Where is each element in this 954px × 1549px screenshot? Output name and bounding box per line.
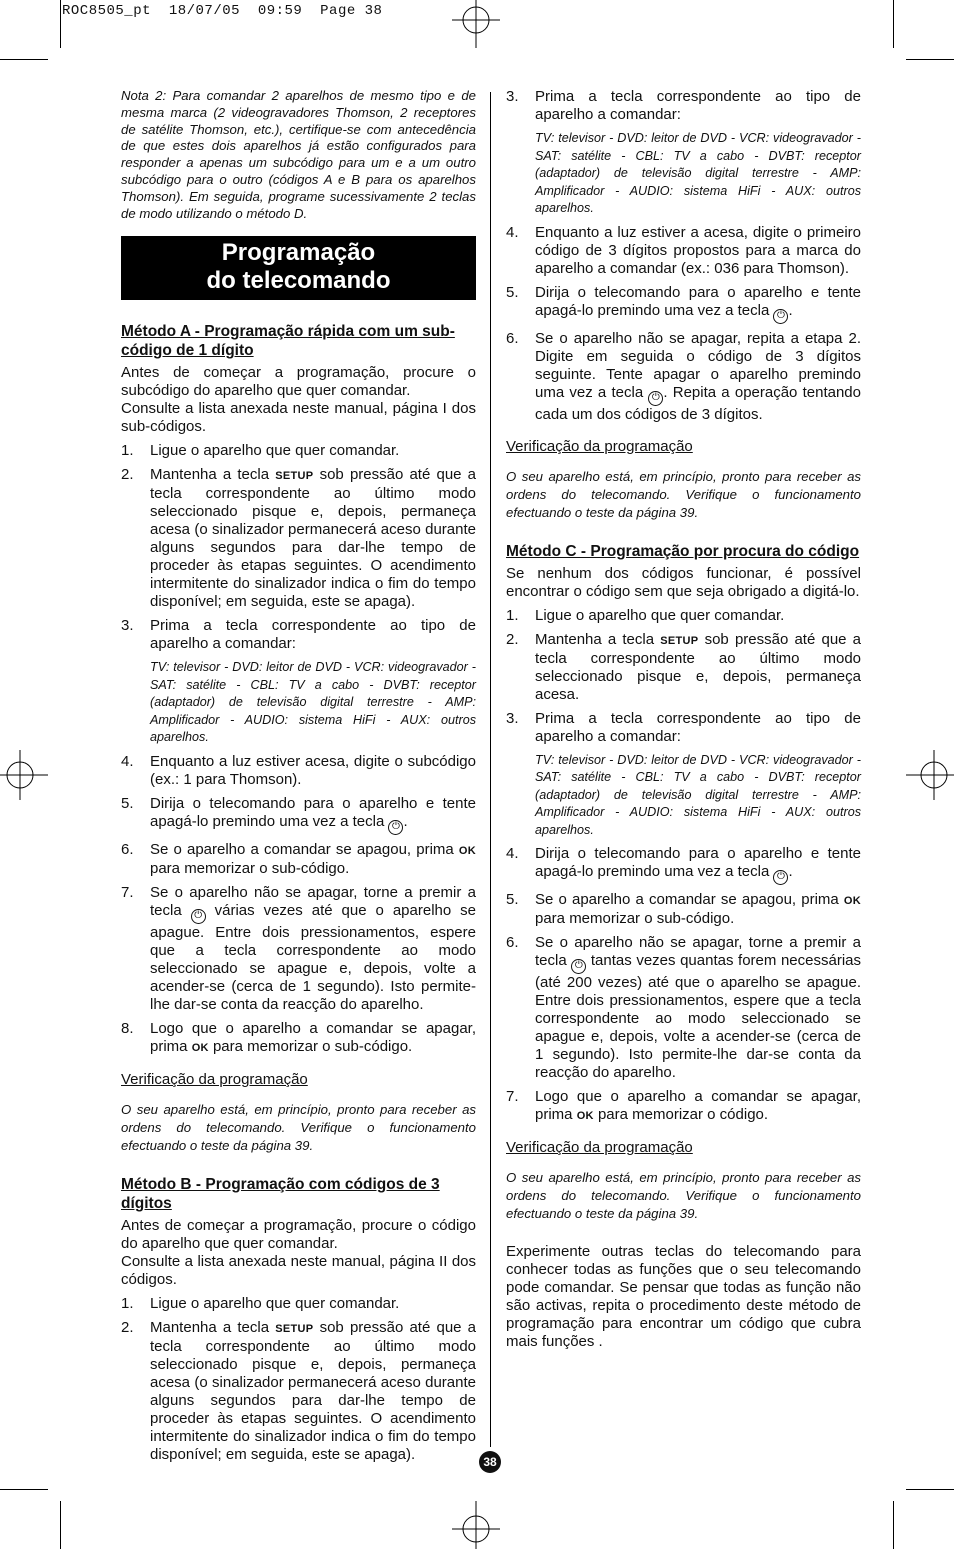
device-types-note: TV: televisor - DVD: leitor de DVD - VCR: videogravador - SAT: satélite - CBL: TV a cabo - DVBT: receptor (adaptador) de televisão digital terrestre - AMP: Amplificador - AUDIO: sistema HiFi - AUX: outros aparelhos. bbox=[535, 131, 861, 215]
list-item: 1. Ligue o aparelho que quer comandar. bbox=[506, 606, 785, 624]
method-b-intro-2: Consulte a lista anexada neste manual, página II dos códigos. bbox=[121, 1252, 476, 1288]
banner-line-1: Programação bbox=[221, 239, 376, 267]
closing-paragraph: Experimente outras teclas do telecomando para conhecer todas as funções que o seu telecomando pode comandar. Se pensar que todas as função não são activas, repita o procedimento deste método de programação para encontrar um código que cubra mais funções . bbox=[506, 1243, 861, 1350]
list-item: 6. Se o aparelho a comandar se apagou, prima OK para memorizar o sub-código. bbox=[121, 840, 477, 877]
verification-title: Verificação da programação bbox=[506, 437, 693, 455]
banner-line-2: do telecomando bbox=[206, 267, 391, 295]
left-column bbox=[121, 88, 476, 1470]
method-b-steps-part-1 bbox=[121, 1295, 476, 1464]
list-item: 2. Mantenha a tecla SETUP sob pressão até que a tecla correspondente ao último modo seleccionado pisque e, depois, permaneça acesa. bbox=[506, 630, 862, 703]
registration-mark-icon bbox=[906, 750, 954, 800]
method-b-intro bbox=[121, 1217, 476, 1289]
list-item: 7. Logo que o aparelho a comandar se apagar, prima OK para memorizar o código. bbox=[506, 1088, 861, 1123]
method-a-intro-2: Consulte a lista anexada neste manual, página I dos sub-códigos. bbox=[121, 400, 476, 436]
list-item: 5. Se o aparelho a comandar se apagou, prima OK para memorizar o sub-código. bbox=[506, 891, 862, 927]
list-item: 1. Ligue o aparelho que quer comandar. bbox=[121, 442, 400, 460]
crop-mark bbox=[893, 0, 894, 48]
method-b-intro-1: Antes de começar a programação, procure o código do aparelho que quer comandar. bbox=[121, 1216, 476, 1252]
verification-title: Verificação da programação bbox=[121, 1070, 308, 1088]
crop-mark bbox=[906, 59, 954, 60]
list-item: 1. Ligue o aparelho que quer comandar. bbox=[121, 1294, 400, 1312]
list-item: 3. Prima a tecla correspondente ao tipo de aparelho a comandar: TV: televisor - DVD: leitor de DVD - VCR: videogravador - SAT: satélite - CBL: TV a cabo - DVBT: receptor (adaptador) de televisão digital terrestre - AMP: Amplificador - AUDIO: sistema HiFi - AUX: outros aparelhos. bbox=[121, 617, 476, 747]
power-icon: ⏻ bbox=[388, 820, 403, 835]
device-types-note: TV: televisor - DVD: leitor de DVD - VCR: videogravador - SAT: satélite - CBL: TV a cabo - DVBT: receptor (adaptador) de televisão digital terrestre - AMP: Amplificador - AUDIO: sistema HiFi - AUX: outros aparelhos. bbox=[535, 752, 861, 837]
crop-mark bbox=[60, 1501, 61, 1549]
list-item: 2. Mantenha a tecla SETUP sob pressão até que a tecla correspondente ao último modo seleccionado pisque e, depois, permaneça acesa (o sinalizador permanecerá aceso durante alguns segundos para dar-lhe tempo de proceder às etapas seguintes. O acendimento intermitente do sinalizador indica o fim do tempo disponível; em seguida, este se apaga). bbox=[121, 466, 477, 611]
method-a-intro-1: Antes de começar a programação, procure o subcódigo do aparelho que quer comandar. bbox=[121, 364, 476, 400]
setup-key-label: SETUP bbox=[275, 470, 314, 483]
list-item: 7. Se o aparelho não se apagar, torne a premir a tecla ⏻ várias vezes até que o aparelho se apague. Entre dois pressionamentos, espere que a tecla correspondente ao modo seleccionado se apague e, depois, volte a acender-se (cerca de 1 segundo). Isto permite-lhe dar-se conta da reacção do aparelho. bbox=[121, 883, 477, 1013]
power-icon: ⏻ bbox=[191, 909, 206, 924]
crop-mark bbox=[893, 1501, 894, 1549]
list-item: 4. Enquanto a luz estiver acesa, digite o subcódigo (ex.: 1 para Thomson). bbox=[121, 752, 476, 788]
list-item: 2. Mantenha a tecla SETUP sob pressão até que a tecla correspondente ao último modo seleccionado pisque e, depois, permaneça acesa (o sinalizador permanecerá aceso durante alguns segundos para dar-lhe tempo de proceder às etapas seguintes. O acendimento intermitente do sinalizador indica o fim do tempo disponível; em seguida, este se apaga). bbox=[121, 1318, 477, 1463]
verification-text: O seu aparelho está, em princípio, pronto para receber as ordens do telecomando. Verifique o funcionamento efectuando o teste da página 39. bbox=[506, 1170, 861, 1221]
setup-key-label: SETUP bbox=[275, 1322, 314, 1335]
list-item: 3. Prima a tecla correspondente ao tipo de aparelho a comandar: TV: televisor - DVD: leitor de DVD - VCR: videogravador - SAT: satélite - CBL: TV a cabo - DVBT: receptor (adaptador) de televisão digital terrestre - AMP: Amplificador - AUDIO: sistema HiFi - AUX: outros aparelhos. bbox=[506, 88, 861, 218]
list-item: 8. Logo que o aparelho a comandar se apagar, prima OK para memorizar o sub-código. bbox=[121, 1019, 476, 1055]
method-b-title: Método B - Programação com códigos de 3 dígitos bbox=[121, 1175, 440, 1212]
power-icon: ⏻ bbox=[773, 870, 788, 885]
method-a-intro bbox=[121, 364, 476, 436]
list-item: 3. Prima a tecla correspondente ao tipo de aparelho a comandar: TV: televisor - DVD: leitor de DVD - VCR: videogravador - SAT: satélite - CBL: TV a cabo - DVBT: receptor (adaptador) de televisão digital terrestre - AMP: Amplificador - AUDIO: sistema HiFi - AUX: outros aparelhos. bbox=[506, 710, 861, 840]
note-2: Nota 2: Para comandar 2 aparelhos de mesmo tipo e de mesma marca (2 videogravadores Thomson, 2 receptores de satélite Thomson, etc.), certifique-se com antecedência de que estes dois aparelhos já estão configurados para responder a apenas um subcódigo para um e a um outro subcódigo para o outro (códigos A e B para os aparelhos Thomson). Em seguida, programe sucessivamente 2 teclas de modo utilizando o método D. bbox=[121, 88, 476, 221]
verification-title: Verificação da programação bbox=[506, 1139, 693, 1156]
ok-key-label: OK bbox=[458, 844, 477, 857]
ok-key-label: OK bbox=[576, 1110, 594, 1122]
registration-mark-icon bbox=[452, 0, 500, 48]
method-c-title: Método C - Programação por procura do código bbox=[506, 542, 860, 560]
method-a-steps bbox=[121, 442, 476, 1057]
ok-key-label: OK bbox=[843, 895, 862, 907]
verification-text: O seu aparelho está, em princípio, pronto para receber as ordens do telecomando. Verifique o funcionamento efectuando o teste da página 39. bbox=[506, 468, 861, 520]
crop-mark bbox=[0, 1489, 48, 1490]
method-c-intro: Se nenhum dos códigos funcionar, é possível encontrar o código sem que seja obrigado a digitá-lo. bbox=[506, 564, 861, 600]
list-item: 6. Se o aparelho não se apagar, repita a etapa 2. Digite em seguida o código de 3 dígitos seguinte. Tente apagar o aparelho premindo uma vez a tecla ⏻ . Repita a operação tentando cada um dos códigos de 3 dígitos. bbox=[506, 329, 861, 423]
setup-key-label: SETUP bbox=[660, 634, 699, 647]
power-icon: ⏻ bbox=[648, 391, 663, 406]
list-item: 6. Se o aparelho não se apagar, torne a premir a tecla ⏻ tantas vezes quantas forem necessárias (até 200 vezes) até que o aparelho se apague. Entre dois pressionamentos, espere que a tecla correspondente ao modo seleccionado se apague e, depois, volte a acender-se (cerca de 1 segundo). Isto permite-lhe dar-se conta da reacção do aparelho. bbox=[506, 934, 862, 1081]
registration-mark-icon bbox=[0, 750, 48, 800]
ok-key-label: OK bbox=[191, 1041, 209, 1054]
power-icon: ⏻ bbox=[571, 959, 586, 974]
crop-mark bbox=[0, 59, 48, 60]
verification-text: O seu aparelho está, em princípio, pronto para receber as ordens do telecomando. Verifique o funcionamento efectuando o teste da página 39. bbox=[121, 1101, 476, 1153]
device-types-note: TV: televisor - DVD: leitor de DVD - VCR: videogravador - SAT: satélite - CBL: TV a cabo - DVBT: receptor (adaptador) de televisão digital terrestre - AMP: Amplificador - AUDIO: sistema HiFi - AUX: outros aparelhos. bbox=[150, 660, 476, 745]
print-slug: ROC8505_pt 18/07/05 09:59 Page 38 bbox=[62, 3, 383, 19]
method-b-steps-part-2 bbox=[506, 88, 861, 424]
registration-mark-icon bbox=[452, 1501, 500, 1549]
column-divider bbox=[490, 92, 491, 1447]
list-item: 5. Dirija o telecomando para o aparelho e tente apagá-lo premindo uma vez a tecla ⏻ . bbox=[506, 284, 861, 324]
section-banner bbox=[121, 236, 476, 300]
page-number-badge: 38 bbox=[479, 1451, 501, 1473]
method-c-steps bbox=[506, 607, 861, 1126]
crop-mark bbox=[906, 1489, 954, 1490]
list-item: 4. Dirija o telecomando para o aparelho e tente apagá-lo premindo uma vez a tecla ⏻ . bbox=[506, 845, 861, 885]
method-a-title: Método A - Programação rápida com um sub-código de 1 dígito bbox=[121, 323, 455, 360]
right-column bbox=[506, 88, 861, 1351]
crop-mark bbox=[60, 0, 61, 48]
power-icon: ⏻ bbox=[773, 309, 788, 324]
list-item: 5. Dirija o telecomando para o aparelho e tente apagá-lo premindo uma vez a tecla ⏻ . bbox=[121, 795, 476, 835]
list-item: 4. Enquanto a luz estiver a acesa, digite o primeiro código de 3 dígitos propostos para a marca do aparelho a comandar (ex.: 036 para Thomson). bbox=[506, 223, 861, 277]
